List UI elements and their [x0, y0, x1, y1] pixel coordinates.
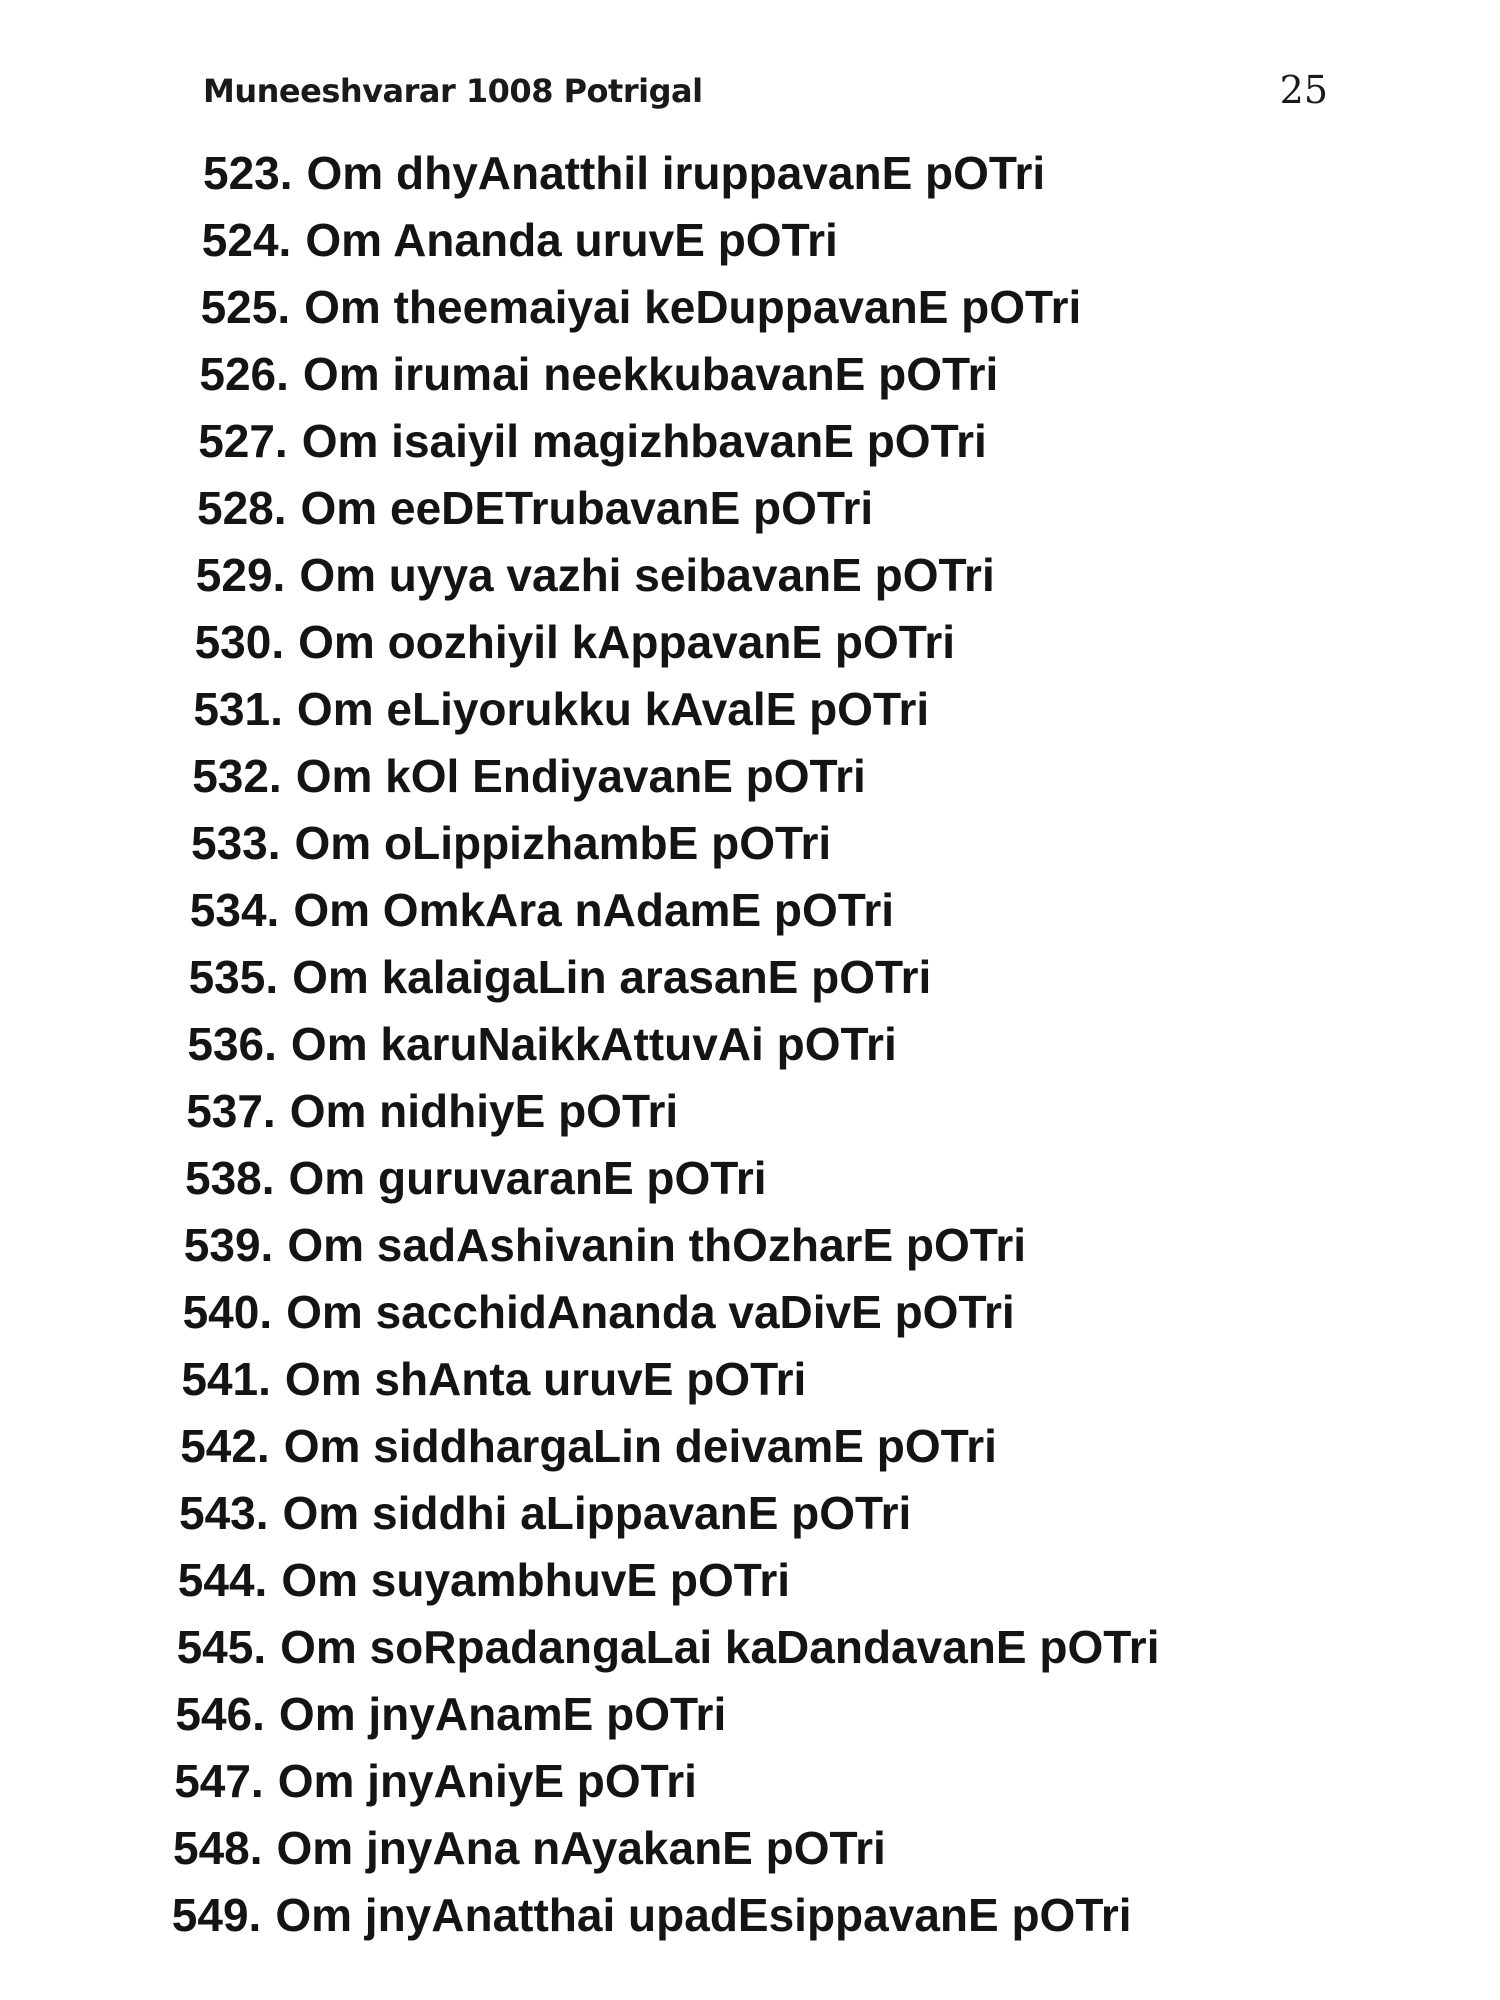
mantra-text: Om shAnta uruvE pOTri — [284, 1353, 807, 1405]
mantra-text: Om kOl EndiyavanE pOTri — [295, 750, 866, 802]
mantra-number: 535. — [188, 951, 279, 1003]
mantra-number: 547. — [174, 1755, 264, 1807]
mantra-line — [0, 877, 1500, 944]
mantra-line — [0, 743, 1500, 810]
mantra-line — [0, 1614, 1500, 1681]
mantra-line — [0, 1480, 1500, 1547]
mantra-number: 529. — [195, 549, 286, 601]
mantra-text: Om uyya vazhi seibavanE pOTri — [299, 549, 995, 601]
mantra-line — [0, 609, 1500, 676]
mantra-line — [0, 1748, 1500, 1815]
mantra-number: 533. — [191, 817, 281, 869]
mantra-number: 549. — [171, 1889, 262, 1941]
mantra-line — [0, 810, 1500, 877]
mantra-number: 544. — [177, 1554, 268, 1606]
mantra-line — [0, 1212, 1500, 1279]
mantra-line — [0, 1681, 1500, 1748]
page-number: 25 — [1279, 68, 1328, 112]
mantra-text: Om isaiyil magizhbavanE pOTri — [301, 415, 987, 467]
mantra-number: 525. — [200, 281, 291, 333]
mantra-number: 543. — [179, 1487, 269, 1539]
mantra-line — [0, 274, 1500, 341]
mantra-line — [0, 676, 1500, 743]
mantra-number: 537. — [186, 1085, 276, 1137]
mantra-line — [0, 1145, 1500, 1212]
mantra-line — [0, 341, 1500, 408]
mantra-line — [0, 1078, 1500, 1145]
mantra-text: Om oLippizhambE pOTri — [294, 817, 832, 869]
mantra-text: Om jnyAniyE pOTri — [277, 1755, 697, 1807]
mantra-number: 528. — [197, 482, 287, 534]
mantra-text: Om sadAshivanin thOzharE pOTri — [287, 1219, 1027, 1271]
mantra-text: Om irumai neekkubavanE pOTri — [302, 348, 999, 400]
mantra-list — [0, 140, 1500, 1949]
mantra-number: 531. — [193, 683, 283, 735]
mantra-text: Om eeDETrubavanE pOTri — [300, 482, 874, 534]
mantra-line — [0, 1815, 1500, 1882]
mantra-number: 546. — [175, 1688, 265, 1740]
mantra-number: 532. — [192, 750, 282, 802]
mantra-number: 527. — [198, 415, 288, 467]
mantra-text: Om OmkAra nAdamE pOTri — [293, 884, 895, 936]
mantra-text: Om suyambhuvE pOTri — [281, 1554, 791, 1606]
mantra-text: Om Ananda uruvE pOTri — [305, 214, 838, 266]
mantra-text: Om karuNaikkAttuvAi pOTri — [290, 1018, 897, 1070]
mantra-number: 523. — [203, 147, 293, 199]
mantra-text: Om nidhiyE pOTri — [289, 1085, 679, 1137]
mantra-line — [0, 207, 1500, 274]
mantra-number: 541. — [181, 1353, 271, 1405]
mantra-text: Om kalaigaLin arasanE pOTri — [292, 951, 932, 1003]
mantra-line — [0, 1413, 1500, 1480]
mantra-line — [0, 1279, 1500, 1346]
mantra-line — [0, 1346, 1500, 1413]
mantra-text: Om oozhiyil kAppavanE pOTri — [298, 616, 956, 668]
mantra-number: 538. — [185, 1152, 275, 1204]
mantra-line — [0, 542, 1500, 609]
mantra-text: Om siddhargaLin deivamE pOTri — [283, 1420, 997, 1472]
mantra-number: 536. — [187, 1018, 277, 1070]
mantra-line — [0, 408, 1500, 475]
page-header — [203, 66, 1328, 126]
mantra-number: 545. — [176, 1621, 267, 1673]
mantra-text: Om soRpadangaLai kaDandavanE pOTri — [280, 1621, 1160, 1673]
mantra-number: 548. — [173, 1822, 263, 1874]
mantra-text: Om jnyAna nAyakanE pOTri — [276, 1822, 886, 1874]
mantra-line — [0, 475, 1500, 542]
mantra-line — [0, 140, 1500, 207]
mantra-number: 540. — [182, 1286, 273, 1338]
mantra-line — [0, 1547, 1500, 1614]
mantra-line — [0, 1882, 1500, 1949]
mantra-number: 526. — [199, 348, 289, 400]
mantra-text: Om guruvaranE pOTri — [288, 1152, 767, 1204]
book-title: Muneeshvarar 1008 Potrigal — [203, 72, 703, 110]
mantra-number: 530. — [194, 616, 285, 668]
mantra-line — [0, 944, 1500, 1011]
mantra-text: Om jnyAnamE pOTri — [278, 1688, 727, 1740]
mantra-number: 539. — [183, 1219, 274, 1271]
mantra-text: Om jnyAnatthai upadEsippavanE pOTri — [275, 1889, 1132, 1941]
mantra-text: Om theemaiyai keDuppavanE pOTri — [304, 281, 1082, 333]
mantra-text: Om sacchidAnanda vaDivE pOTri — [286, 1286, 1015, 1338]
mantra-number: 534. — [189, 884, 280, 936]
mantra-text: Om eLiyorukku kAvalE pOTri — [296, 683, 930, 735]
mantra-line — [0, 1011, 1500, 1078]
mantra-text: Om dhyAnatthil iruppavanE pOTri — [306, 147, 1046, 199]
mantra-number: 524. — [201, 214, 292, 266]
mantra-text: Om siddhi aLippavanE pOTri — [282, 1487, 912, 1539]
mantra-number: 542. — [180, 1420, 270, 1472]
